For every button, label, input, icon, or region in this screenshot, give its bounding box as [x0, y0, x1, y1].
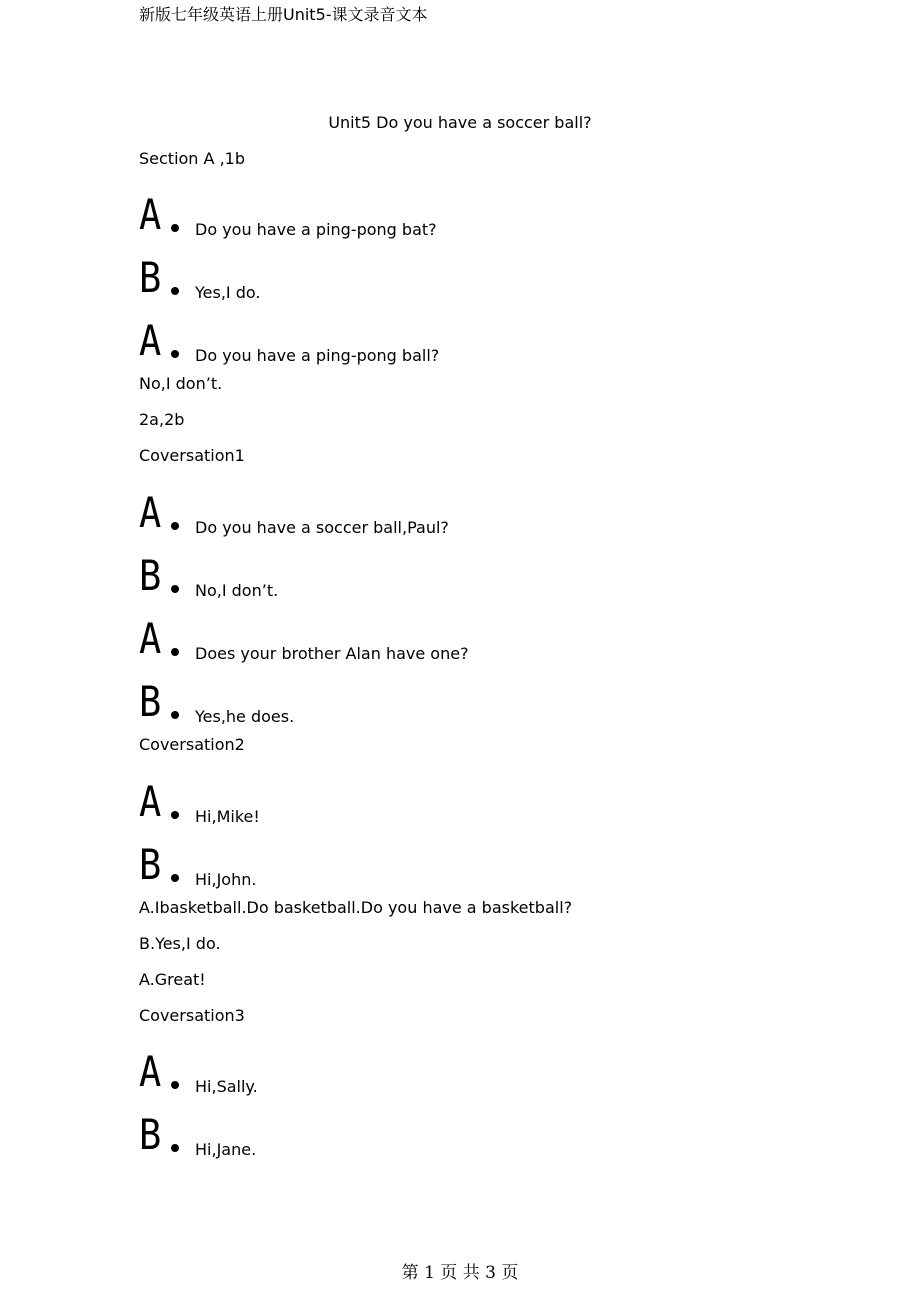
dialogue-line — [139, 312, 839, 365]
conversation-label-3: Coversation3 — [139, 1006, 245, 1025]
dialogue-line — [139, 673, 839, 726]
speaker-label: A — [139, 1047, 162, 1096]
dialogue-plain-line: B.Yes,I do. — [139, 934, 221, 953]
dialogue-line — [139, 484, 839, 537]
dialogue-text: Yes,he does. — [195, 707, 295, 726]
conversation-label-1: Coversation1 — [139, 446, 245, 465]
speaker-label: A — [139, 614, 162, 663]
page-indicator: 第 1 页 共 3 页 — [401, 1263, 519, 1283]
dialogue-plain-line: No,I don’t. — [139, 374, 223, 393]
dialogue-line — [139, 249, 839, 302]
speaker-label: B — [139, 677, 162, 726]
speaker-dot — [171, 585, 179, 593]
speaker-dot — [171, 350, 179, 358]
speaker-label: A — [139, 190, 162, 239]
speaker-label: A — [139, 316, 162, 365]
conversation-label-2: Coversation2 — [139, 735, 245, 754]
document-title: Unit5 Do you have a soccer ball? — [328, 113, 592, 132]
speaker-label: A — [139, 777, 162, 826]
dialogue-text: Hi,Jane. — [195, 1140, 257, 1159]
dialogue-text: Do you have a soccer ball,Paul? — [195, 518, 449, 537]
section-heading-1b: Section A ,1b — [139, 149, 245, 168]
document-header: 新版七年级英语上册Unit5-课文录音文本 — [139, 5, 428, 24]
speaker-dot — [171, 811, 179, 819]
dialogue-text: Hi,Mike! — [195, 807, 260, 826]
dialogue-text: Hi,John. — [195, 870, 257, 889]
speaker-dot — [171, 287, 179, 295]
dialogue-line — [139, 773, 839, 826]
section-heading-2a2b: 2a,2b — [139, 410, 185, 429]
dialogue-line — [139, 836, 839, 889]
speaker-label: B — [139, 1110, 162, 1159]
speaker-dot — [171, 711, 179, 719]
dialogue-text: Yes,I do. — [195, 283, 261, 302]
dialogue-line — [139, 610, 839, 663]
dialogue-text: Do you have a ping-pong bat? — [195, 220, 437, 239]
dialogue-plain-line: A.Ibasketball.Do basketball.Do you have a basketball? — [139, 898, 573, 917]
dialogue-text: Hi,Sally. — [195, 1077, 258, 1096]
speaker-dot — [171, 522, 179, 530]
speaker-label: B — [139, 840, 162, 889]
dialogue-text: Does your brother Alan have one? — [195, 644, 469, 663]
speaker-dot — [171, 1144, 179, 1152]
dialogue-line — [139, 1043, 839, 1096]
dialogue-text: Do you have a ping-pong ball? — [195, 346, 440, 365]
dialogue-line — [139, 186, 839, 239]
speaker-label: A — [139, 488, 162, 537]
dialogue-line — [139, 547, 839, 600]
speaker-label: B — [139, 253, 162, 302]
dialogue-text: No,I don’t. — [195, 581, 279, 600]
speaker-dot — [171, 874, 179, 882]
speaker-dot — [171, 648, 179, 656]
dialogue-plain-line: A.Great! — [139, 970, 206, 989]
speaker-dot — [171, 224, 179, 232]
speaker-label: B — [139, 551, 162, 600]
dialogue-line — [139, 1106, 839, 1159]
speaker-dot — [171, 1081, 179, 1089]
